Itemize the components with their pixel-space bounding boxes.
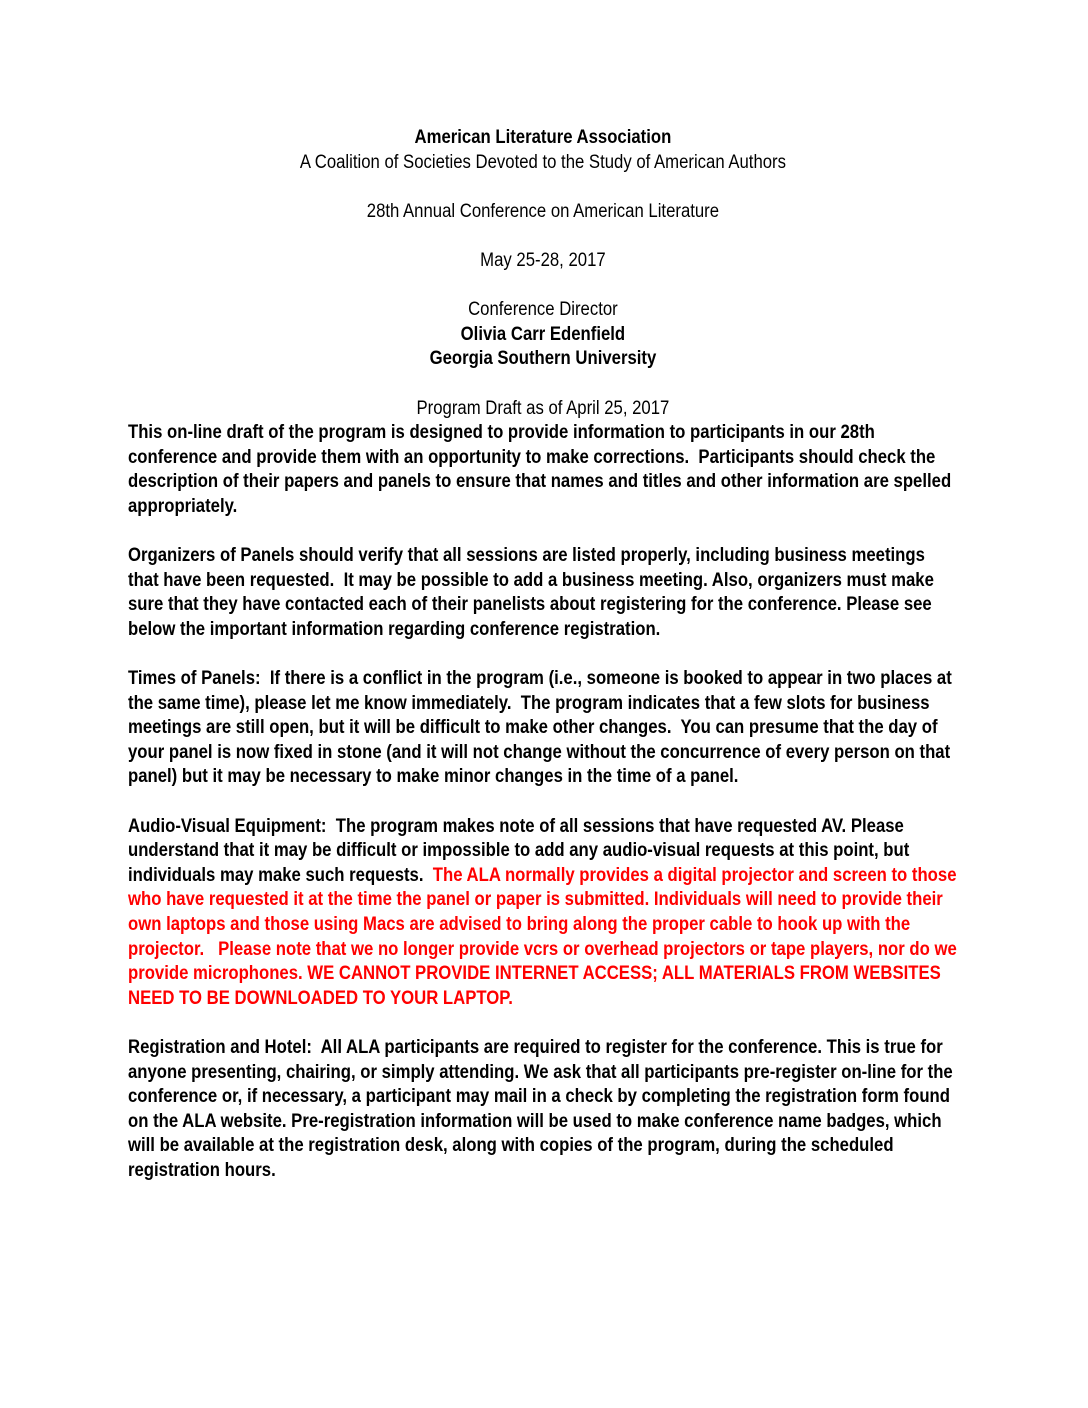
conference-title: 28th Annual Conference on American Literature [366,200,720,222]
org-subtitle: A Coalition of Societies Devoted to the Study of American Authors [299,151,786,173]
director-label: Conference Director [468,299,618,321]
organizers-paragraph: Organizers of Panels should verify that all sessions are listed properly, including business meetings that have been requested. It may be possible to add a business meeting. Also, organizers must make sure that they have contacted each of their panelists about registering for the conference. Please see below the important information regarding conference registration. [128,545,939,640]
audio-visual-text: Audio-Visual Equipment: The program makes note of all sessions that have requested AV. Please understand that it may be difficult or impossible to add any audio-visual requests at this point, but individuals may make such requests. [128,815,914,886]
intro-paragraph: This on-line draft of the program is designed to provide information to participants in our 28th conference and provide them with an opportunity to make corrections. Participants should check the description of their papers and panels to ensure that names and titles and other information are spelled appropriately. [128,422,956,517]
org-title: American Literature Association [414,127,672,148]
draft-note: Program Draft as of April 25, 2017 [416,397,670,419]
conference-dates: May 25-28, 2017 [480,249,606,271]
audio-visual-red-notice: The ALA normally provides a digital projector and screen to those who have requested it at the time the panel or paper is submitted. Individuals will need to provide their own laptops and those using Macs are advised to bring along the proper cable to hook up with the projector. Please note that we no longer provide vcrs or overhead projectors or tape players, nor do we provide microphones. WE CANNOT PROVIDE INTERNET ACCESS; ALL MATERIALS FROM WEBSITES NEED TO BE DOWNLOADED TO YOUR LAPTOP. [128,864,962,1009]
director-name: Olivia Carr Edenfield [460,323,626,345]
registration-paragraph: Registration and Hotel: All ALA participants are required to register for the conference. This is true for anyone presenting, chairing, or simply attending. We ask that all participants pre-register on-line for the conference or, if necessary, a participant may mail in a check by completing the registration form found on the ALA website. Pre-registration information will be used to make conference name badges, which will be available at the registration desk, along with copies of the program, during the scheduled registration hours. [128,1036,958,1181]
director-university: Georgia Southern University [429,348,657,370]
times-of-panels-paragraph: Times of Panels: If there is a conflict in the program (i.e., someone is booked to appear in two places at the same time), please let me know immediately. The program indicates that a few slots for business meetings are still open, but it will be difficult to make other changes. You can presume that the day of your panel is now fixed in stone (and it will not change without the concurrence of every person on that panel) but it may be necessary to make minor changes in the time of a panel. [128,668,957,788]
document-content [128,126,962,1208]
audio-visual-paragraph [128,815,962,1012]
